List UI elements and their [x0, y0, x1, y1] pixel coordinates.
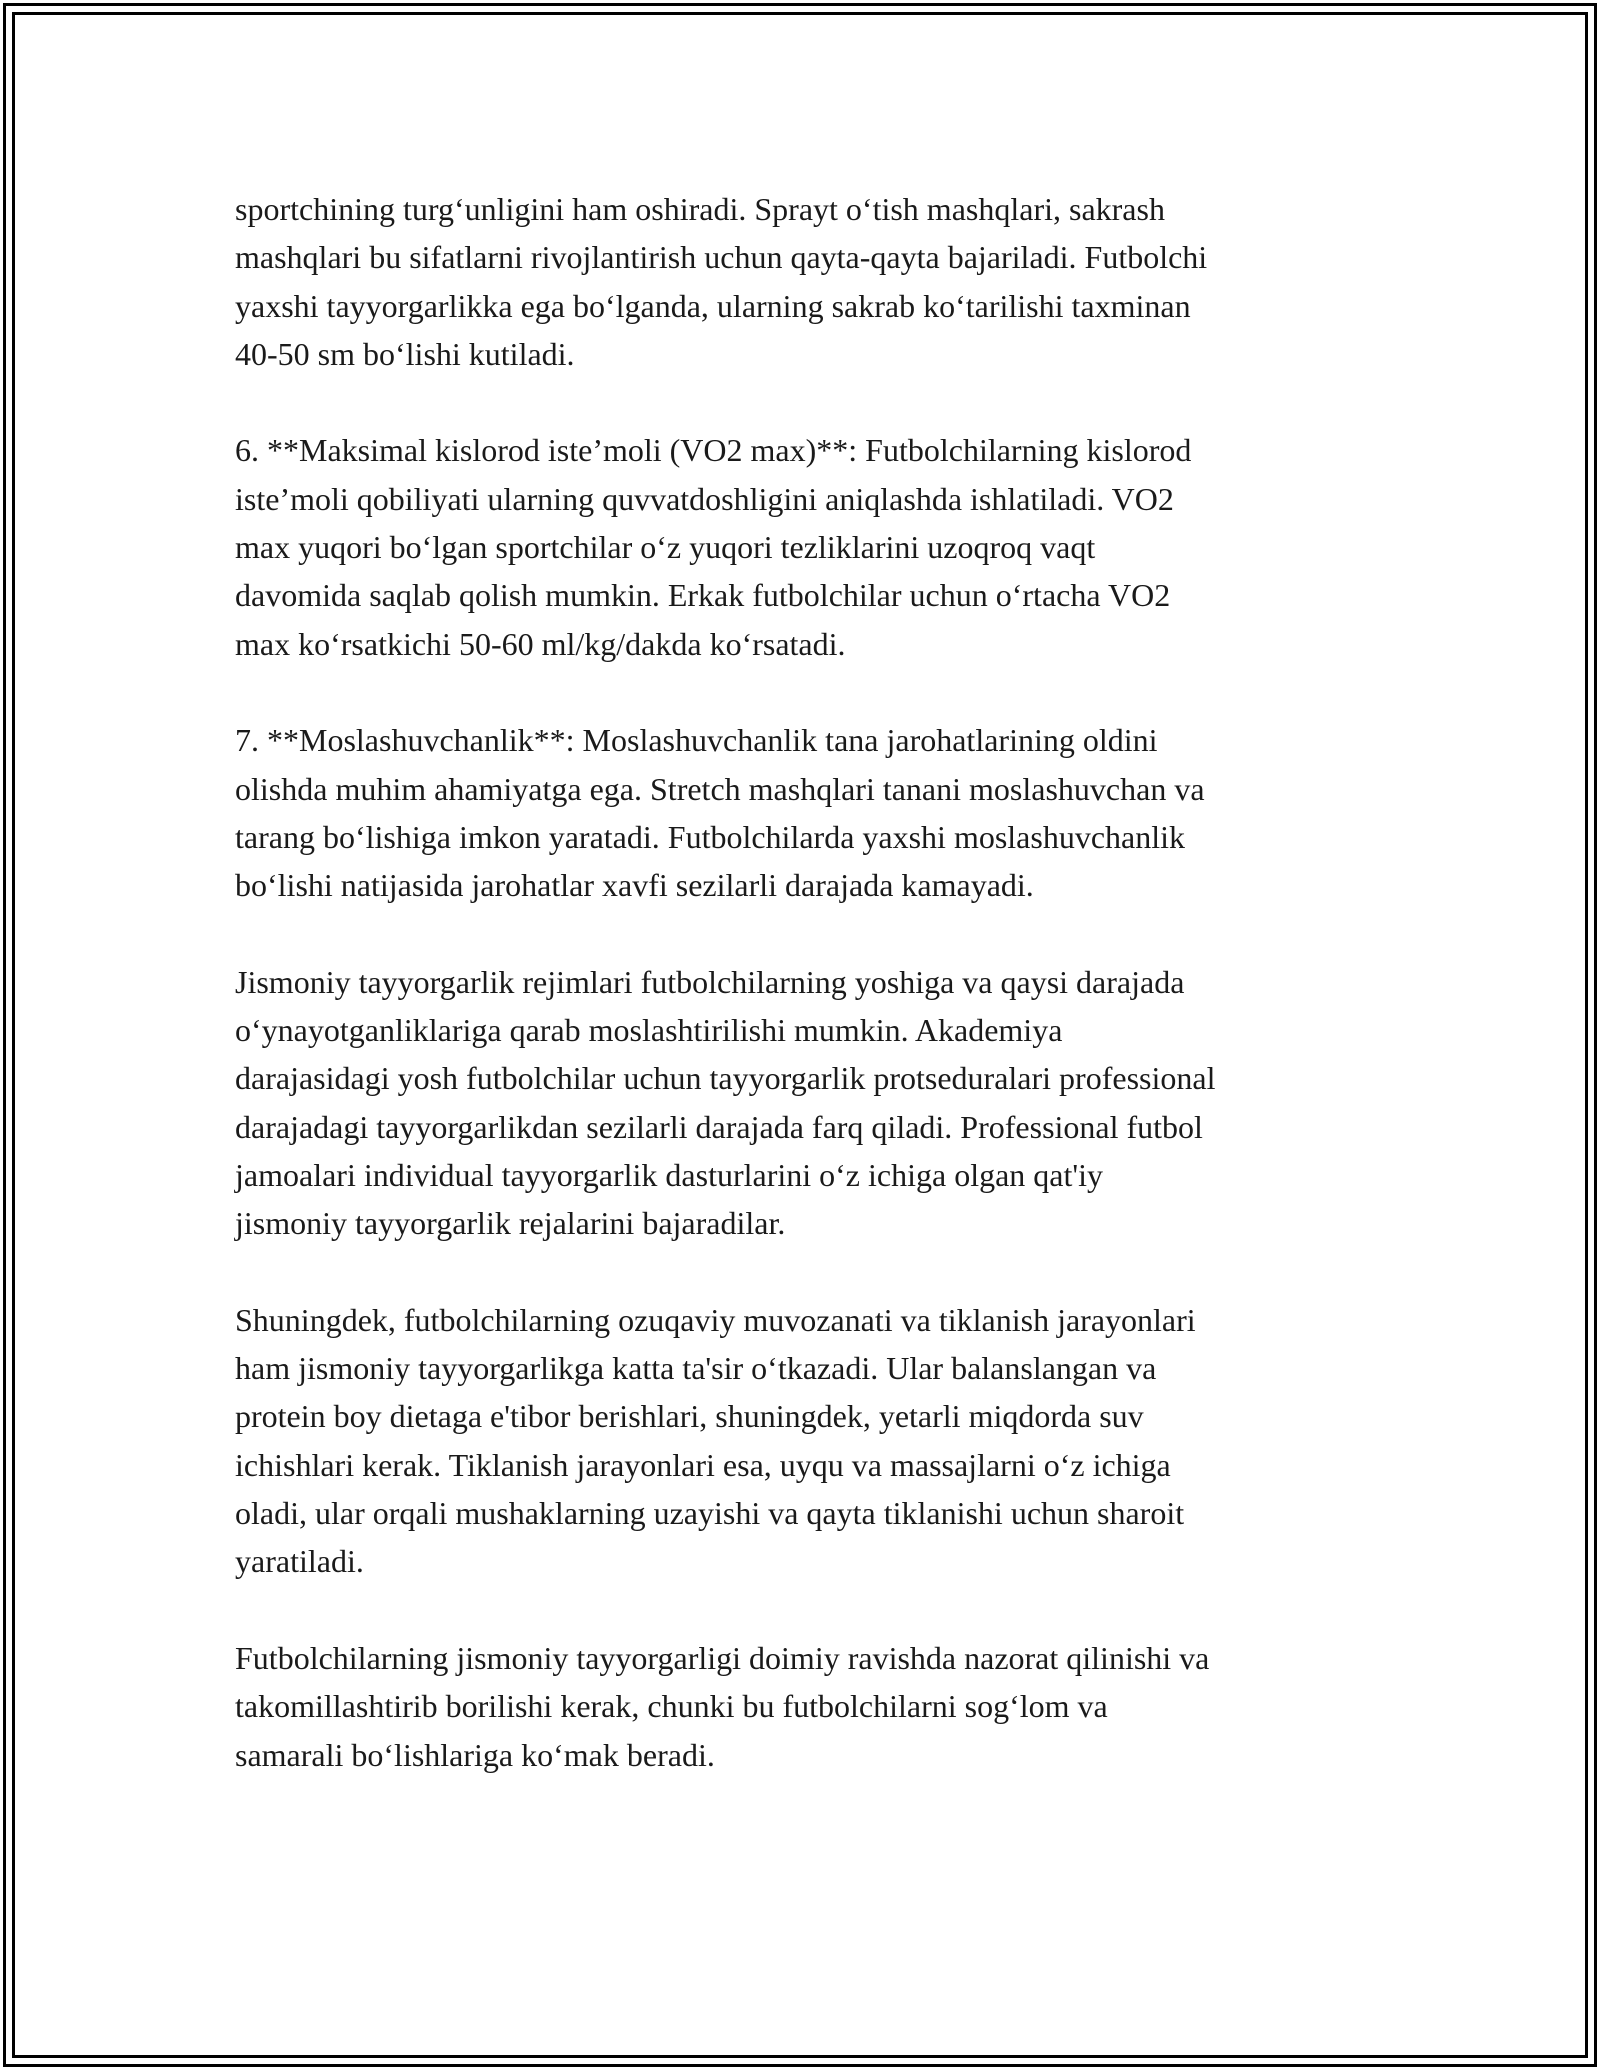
text-line: Shuningdek, futbolchilarning ozuqaviy muvozanati va tiklanish jarayonlari	[235, 1301, 1196, 1338]
text-line: olishda muhim ahamiyatga ega. Stretch mashqlari tanani moslashuvchan va	[235, 770, 1205, 807]
text-line: tarang bo‘lishiga imkon yaratadi. Futbolchilarda yaxshi moslashuvchanlik	[235, 818, 1186, 855]
text-line: samarali bo‘lishlariga ko‘mak beradi.	[235, 1736, 715, 1773]
text-line: mashqlari bu sifatlarni rivojlantirish uchun qayta-qayta bajariladi. Futbolchi	[235, 239, 1208, 276]
paragraph-jump-training	[235, 185, 1375, 378]
text-line: jamoalari individual tayyorgarlik dasturlarini o‘z ichiga olgan qat'iy	[235, 1156, 1104, 1193]
text-line: ham jismoniy tayyorgarlikga katta ta'sir o‘tkazadi. Ular balanslangan va	[235, 1350, 1157, 1387]
text-line: 6. **Maksimal kislorod iste’moli (VO2 max)**: Futbolchilarning kislorod	[235, 432, 1192, 469]
text-line: bo‘lishi natijasida jarohatlar xavfi sezilarli darajada kamayadi.	[235, 867, 1034, 904]
text-line: davomida saqlab qolish mumkin. Erkak futbolchilar uchun o‘rtacha VO2	[235, 577, 1171, 614]
text-line: 40-50 sm bo‘lishi kutiladi.	[235, 335, 575, 372]
paragraph-nutrition-recovery	[235, 1296, 1375, 1586]
paragraph-vo2-max	[235, 426, 1375, 667]
text-line: jismoniy tayyorgarlik rejalarini bajaradilar.	[235, 1205, 786, 1242]
text-line: o‘ynayotganliklariga qarab moslashtirilishi mumkin. Akademiya	[235, 1012, 1063, 1049]
text-line: sportchining turg‘unligini ham oshiradi. Sprayt o‘tish mashqlari, sakrash	[235, 191, 1165, 227]
text-line: max yuqori bo‘lgan sportchilar o‘z yuqori tezliklarini uzoqroq vaqt	[235, 529, 1096, 566]
paragraph-conclusion	[235, 1634, 1375, 1779]
text-line: Futbolchilarning jismoniy tayyorgarligi doimiy ravishda nazorat qilinishi va	[235, 1639, 1210, 1676]
text-line: oladi, ular orqali mushaklarning uzayishi va qayta tiklanishi uchun sharoit	[235, 1495, 1185, 1532]
paragraph-flexibility	[235, 716, 1375, 909]
paragraph-training-regimes	[235, 958, 1375, 1248]
document-body	[235, 185, 1375, 1827]
text-line: ichishlari kerak. Tiklanish jarayonlari esa, uyqu va massajlarni o‘z ichiga	[235, 1446, 1171, 1483]
text-line: darajasidagi yosh futbolchilar uchun tayyorgarlik protseduralari professional	[235, 1060, 1216, 1097]
text-line: yaxshi tayyorgarlikka ega bo‘lganda, ularning sakrab ko‘tarilishi taxminan	[235, 287, 1191, 324]
text-line: iste’moli qobiliyati ularning quvvatdoshligini aniqlashda ishlatiladi. VO2	[235, 480, 1174, 517]
text-line: 7. **Moslashuvchanlik**: Moslashuvchanlik tana jarohatlarining oldini	[235, 722, 1158, 759]
text-line: yaratiladi.	[235, 1543, 364, 1580]
text-line: darajadagi tayyorgarlikdan sezilarli darajada farq qiladi. Professional futbol	[235, 1108, 1203, 1145]
text-line: takomillashtirib borilishi kerak, chunki bu futbolchilarni sog‘lom va	[235, 1688, 1108, 1725]
text-line: max ko‘rsatkichi 50-60 ml/kg/dakda ko‘rsatadi.	[235, 625, 846, 662]
text-line: Jismoniy tayyorgarlik rejimlari futbolchilarning yoshiga va qaysi darajada	[235, 963, 1185, 1000]
text-line: protein boy dietaga e'tibor berishlari, shuningdek, yetarli miqdorda suv	[235, 1398, 1144, 1435]
